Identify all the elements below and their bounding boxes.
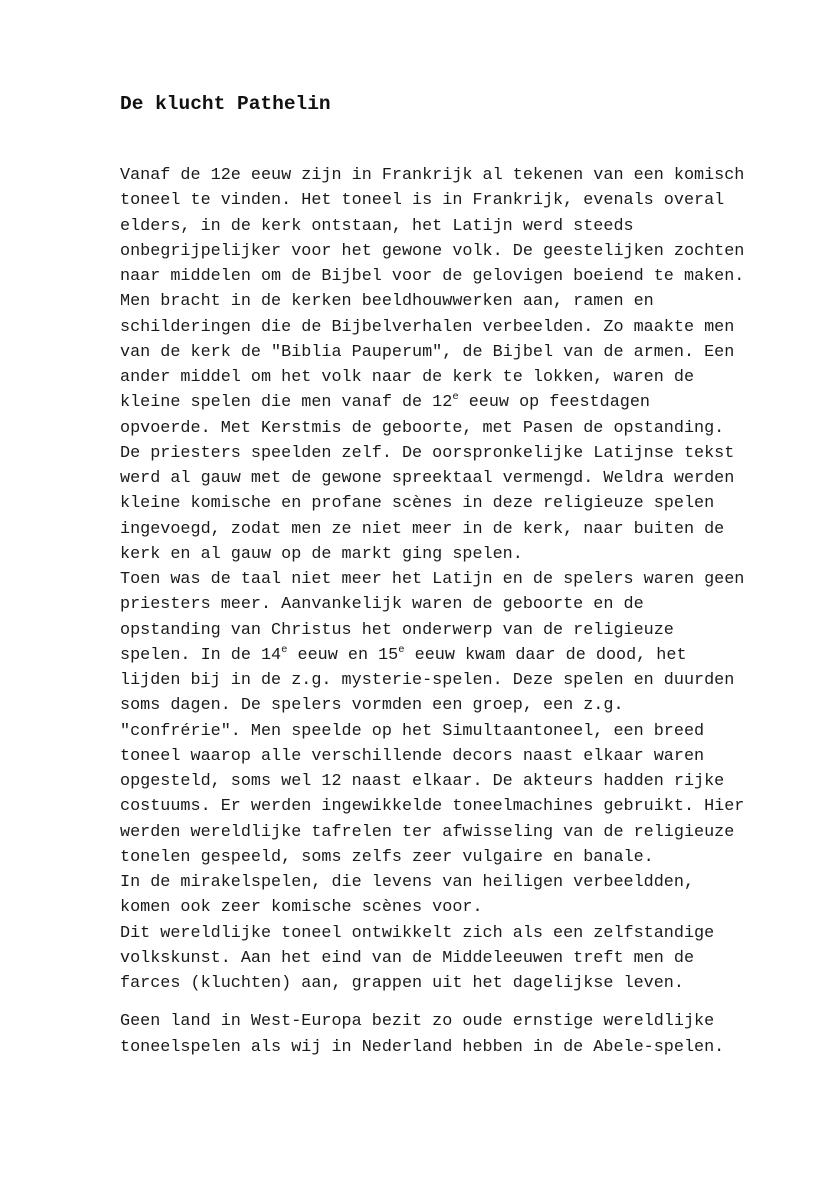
text-line: opgesteld, soms wel 12 naast elkaar. De akteurs hadden rijke — [120, 772, 725, 791]
text-line: toneel waarop alle verschillende decors naast elkaar waren — [120, 746, 705, 766]
text-line: werden wereldlijke tafrelen ter afwisseling van de religieuze — [120, 822, 735, 842]
text-line: Toen was de taal niet meer het Latijn en de spelers waren geen — [120, 570, 745, 589]
text-line: priesters meer. Aanvankelijk waren de geboorte en de — [120, 595, 644, 615]
text-line: In de mirakelspelen, die levens van heiligen verbeeldden, — [120, 873, 695, 892]
superscript: e — [398, 643, 405, 656]
text-line: kleine komische en profane scènes in deze religieuze spelen — [120, 494, 715, 514]
text-segment: spelen. In de 14 — [120, 645, 282, 665]
text-line: komen ook zeer komische scènes voor. — [120, 898, 483, 918]
paragraph — [120, 870, 744, 921]
text-line: lijden bij in de z.g. mysterie-spelen. Deze spelen en duurden — [120, 671, 735, 690]
text-line: schilderingen die de Bijbelverhalen verbeelden. Zo maakte men — [120, 317, 735, 337]
page-title: De klucht Pathelin — [120, 93, 331, 115]
text-line: ingevoegd, zodat men ze niet meer in de kerk, naar buiten de — [120, 519, 725, 539]
text-segment: kleine spelen die men vanaf de 12 — [120, 393, 453, 413]
paragraph — [120, 163, 744, 567]
text-line — [120, 643, 744, 668]
superscript: e — [281, 643, 288, 656]
text-line: De priesters speelden zelf. De oorspronkelijke Latijnse tekst — [120, 443, 735, 463]
text-line: elders, in de kerk ontstaan, het Latijn werd steeds — [120, 216, 634, 236]
text-line: soms dagen. De spelers vormden een groep, een z.g. — [120, 696, 624, 716]
text-segment: eeuw en 15 — [287, 645, 399, 665]
text-line: Men bracht in de kerken beeldhouwwerken aan, ramen en — [120, 292, 654, 312]
superscript: e — [452, 391, 459, 404]
text-line: toneel te vinden. Het toneel is in Frankrijk, evenals overal — [120, 191, 725, 211]
text-line: Dit wereldlijke toneel ontwikkelt zich als een zelfstandige — [120, 923, 715, 943]
text-line: toneelspelen als wij in Nederland hebben in de Abele-spelen. — [120, 1037, 725, 1057]
paragraph — [120, 921, 744, 997]
text-line: werd al gauw met de gewone spreektaal vermengd. Weldra werden — [120, 469, 735, 488]
text-line: tonelen gespeeld, soms zelfs zeer vulgaire en banale. — [120, 847, 654, 867]
text-line: opstanding van Christus het onderwerp van de religieuze — [120, 620, 674, 640]
text-line: Geen land in West-Europa bezit zo oude ernstige wereldlijke — [120, 1012, 715, 1032]
text-segment: eeuw op feestdagen — [458, 393, 650, 413]
text-line: van de kerk de "Biblia Pauperum", de Bijbel van de armen. Een — [120, 342, 735, 362]
text-line: kerk en al gauw op de markt ging spelen. — [120, 544, 523, 564]
text-line: ander middel om het volk naar de kerk te lokken, waren de — [120, 368, 695, 387]
text-line: naar middelen om de Bijbel voor de gelovigen boeiend te maken. — [120, 267, 745, 286]
text-line: "confrérie". Men speelde op het Simultaantoneel, een breed — [120, 721, 705, 741]
text-line — [120, 390, 744, 415]
paragraph — [120, 567, 744, 870]
paragraph — [120, 1009, 744, 1060]
text-line: onbegrijpelijker voor het gewone volk. De geestelijken zochten — [120, 241, 745, 261]
text-line: farces (kluchten) aan, grappen uit het dagelijkse leven. — [120, 974, 684, 993]
text-line: costuums. Er werden ingewikkelde toneelmachines gebruikt. Hier — [120, 797, 745, 817]
text-line: opvoerde. Met Kerstmis de geboorte, met Pasen de opstanding. — [120, 418, 725, 438]
text-line: Vanaf de 12e eeuw zijn in Frankrijk al tekenen van een komisch — [120, 166, 745, 185]
text-segment: eeuw kwam daar de dood, het — [404, 645, 687, 665]
body-text — [120, 163, 744, 1060]
text-line: volkskunst. Aan het eind van de Middeleeuwen treft men de — [120, 948, 695, 968]
